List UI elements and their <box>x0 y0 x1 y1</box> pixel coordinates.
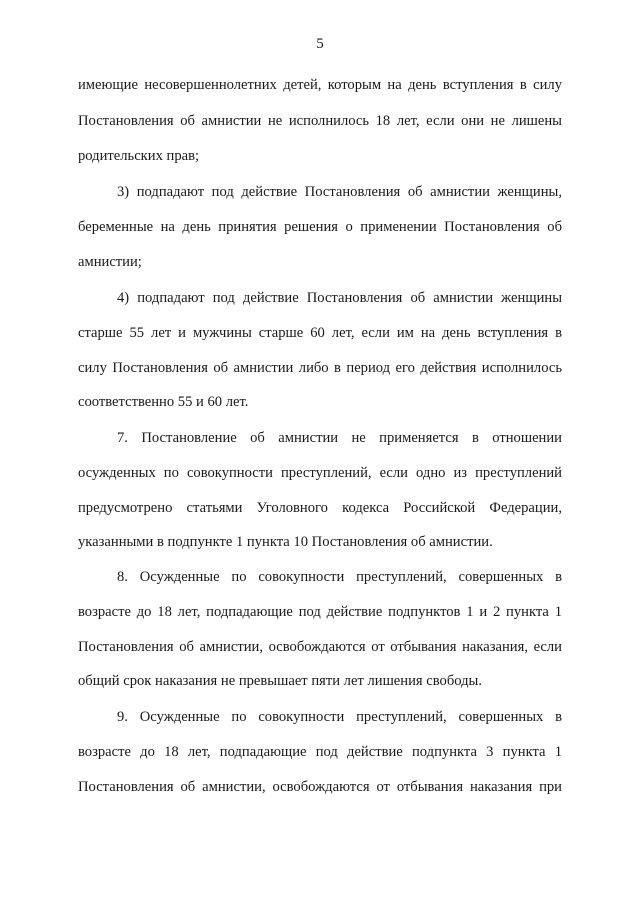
text-line: предусмотрено статьями Уголовного кодекса Российской Федерации, <box>78 500 562 516</box>
text-line: общий срок наказания не превышает пяти лет лишения свободы. <box>78 673 483 689</box>
text-line: возрасте до 18 лет, подпадающие под действие подпунктов 1 и 2 пункта 1 <box>78 604 562 620</box>
text-line: Постановления об амнистии, освобождаются от отбывания наказания, если <box>78 639 562 655</box>
text-line: 3) подпадают под действие Постановления об амнистии женщины, <box>117 184 562 200</box>
text-line: соответственно 55 и 60 лет. <box>78 394 249 410</box>
text-line: Постановления об амнистии не исполнилось 18 лет, если они не лишены <box>78 113 562 129</box>
text-line: силу Постановления об амнистии либо в период его действия исполнилось <box>78 360 562 376</box>
text-line: родительских прав; <box>78 148 200 164</box>
text-line: амнистии; <box>78 254 142 270</box>
text-line: старше 55 лет и мужчины старше 60 лет, если им на день вступления в <box>78 325 562 341</box>
text-line: Постановления об амнистии, освобождаются от отбывания наказания при <box>78 779 562 795</box>
text-line: 4) подпадают под действие Постановления об амнистии женщины <box>117 290 562 306</box>
text-line: указанными в подпункте 1 пункта 10 Постановления об амнистии. <box>78 534 493 550</box>
text-line: 7. Постановление об амнистии не применяется в отношении <box>117 430 562 446</box>
text-line: 9. Осужденные по совокупности преступлений, совершенных в <box>117 709 562 725</box>
text-line: имеющие несовершеннолетних детей, которым на день вступления в силу <box>78 77 562 93</box>
page-number: 5 <box>316 36 324 52</box>
text-line: беременные на день принятия решения о применении Постановления об <box>78 219 562 235</box>
text-line: осужденных по совокупности преступлений, если одно из преступлений <box>78 465 562 481</box>
text-line: 8. Осужденные по совокупности преступлений, совершенных в <box>117 569 562 585</box>
text-line: возрасте до 18 лет, подпадающие под действие подпункта 3 пункта 1 <box>78 744 562 760</box>
